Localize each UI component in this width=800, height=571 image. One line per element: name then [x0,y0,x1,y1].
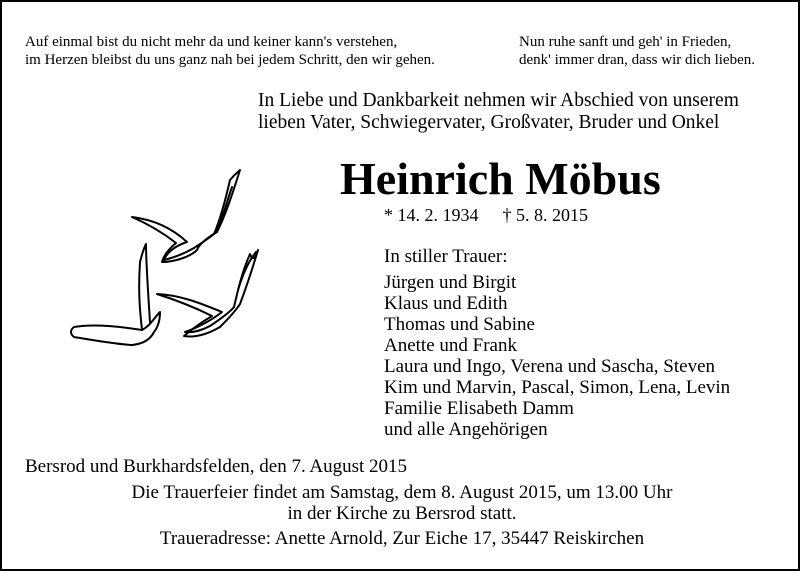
verse-left-line: Auf einmal bist du nicht mehr da und keiner kann's verstehen, [25,34,398,50]
verse-right [519,33,755,69]
place-and-date: Bersrod und Burkhardsfelden, den 7. August 2015 [25,456,408,477]
intro-line: lieben Vater, Schwiegervater, Großvater, Bruder und Onkel [258,112,720,133]
mourners-section [384,246,730,440]
funeral-line: in der Kirche zu Bersrod statt. [287,503,517,524]
deceased-name: Heinrich Möbus [340,153,661,204]
bird-left [71,312,160,345]
bird-right [157,250,258,337]
farewell-intro [258,90,739,134]
verse-left [25,33,435,69]
condolence-address: Traueradresse: Anette Arnold, Zur Eiche 17, 35447 Reiskirchen [159,528,645,549]
birth-date: * 14. 2. 1934 [384,205,479,225]
life-dates [384,204,588,226]
mourner-line: Klaus und Edith [384,293,508,314]
mourner-line: Kim und Marvin, Pascal, Simon, Lena, Levin [384,377,731,398]
mourner-line: Anette und Frank [384,335,517,356]
verse-right-line: denk' immer dran, dass wir dich lieben. [519,52,755,68]
flying-birds-icon [62,162,272,362]
mourner-line: Thomas und Sabine [384,314,535,335]
mourners-heading: In stiller Trauer: [384,246,508,267]
funeral-info [2,482,800,524]
mourner-line: Jürgen und Birgit [384,272,517,293]
bird-top [132,170,240,262]
mourner-line: und alle Angehörigen [384,419,548,440]
intro-line: In Liebe und Dankbarkeit nehmen wir Abschied von unserem [258,90,739,111]
verse-left-line: im Herzen bleibst du uns ganz nah bei jedem Schritt, den wir gehen. [25,52,435,68]
mourner-line: Laura und Ingo, Verena und Sascha, Steven [384,356,715,377]
death-date: † 5. 8. 2015 [502,205,588,225]
mourner-line: Familie Elisabeth Damm [384,398,574,419]
funeral-line: Die Trauerfeier findet am Samstag, dem 8. August 2015, um 13.00 Uhr [131,482,673,503]
verse-right-line: Nun ruhe sanft und geh' in Frieden, [519,34,732,50]
